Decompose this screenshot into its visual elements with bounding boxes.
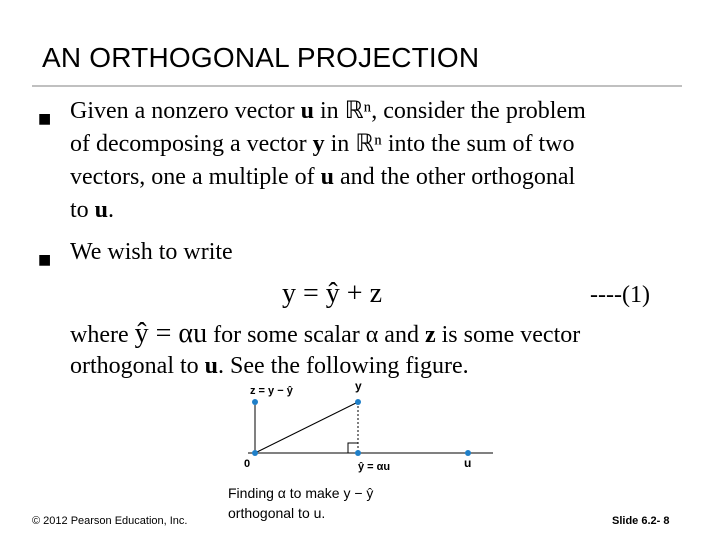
- label-yhat: ŷ = αu: [358, 461, 391, 473]
- copyright-footer: © 2012 Pearson Education, Inc.: [32, 515, 188, 527]
- label-z: z = y − ŷ: [250, 385, 293, 397]
- slide-number: Slide 6.2- 8: [612, 515, 670, 527]
- bullet1-line2: of decomposing a vector y in ℝⁿ into the sum of two: [70, 131, 575, 157]
- point-yhat: [355, 450, 361, 456]
- label-u: u: [464, 456, 472, 470]
- bullet1-line3: vectors, one a multiple of u and the other orthogonal: [70, 164, 576, 190]
- projection-figure: [228, 378, 498, 478]
- bullet1-line4: to u.: [70, 197, 115, 223]
- equation-number: ----(1): [590, 282, 650, 308]
- point-origin: [252, 450, 258, 456]
- bullet2-line1: We wish to write: [70, 239, 233, 265]
- label-y: y: [355, 379, 362, 393]
- label-origin: 0: [244, 458, 251, 470]
- bullet-marker: ■: [38, 252, 52, 268]
- slide-title: AN ORTHOGONAL PROJECTION: [42, 42, 480, 73]
- bullet2-line2: where ŷ = αu for some scalar α and z is some vector: [70, 318, 581, 349]
- vector-y-line: [255, 402, 358, 453]
- equation-1: y = ŷ + z: [282, 278, 383, 309]
- point-y: [355, 399, 361, 405]
- bullet-marker: ■: [38, 111, 52, 127]
- bullet2-line3: orthogonal to u. See the following figure.: [70, 353, 469, 379]
- bullet1-line1: Given a nonzero vector u in ℝⁿ, consider the problem: [70, 98, 586, 124]
- figure-caption: Finding α to make y − ŷ orthogonal to u.: [228, 485, 374, 521]
- point-z: [252, 399, 258, 405]
- title-divider: [32, 85, 682, 87]
